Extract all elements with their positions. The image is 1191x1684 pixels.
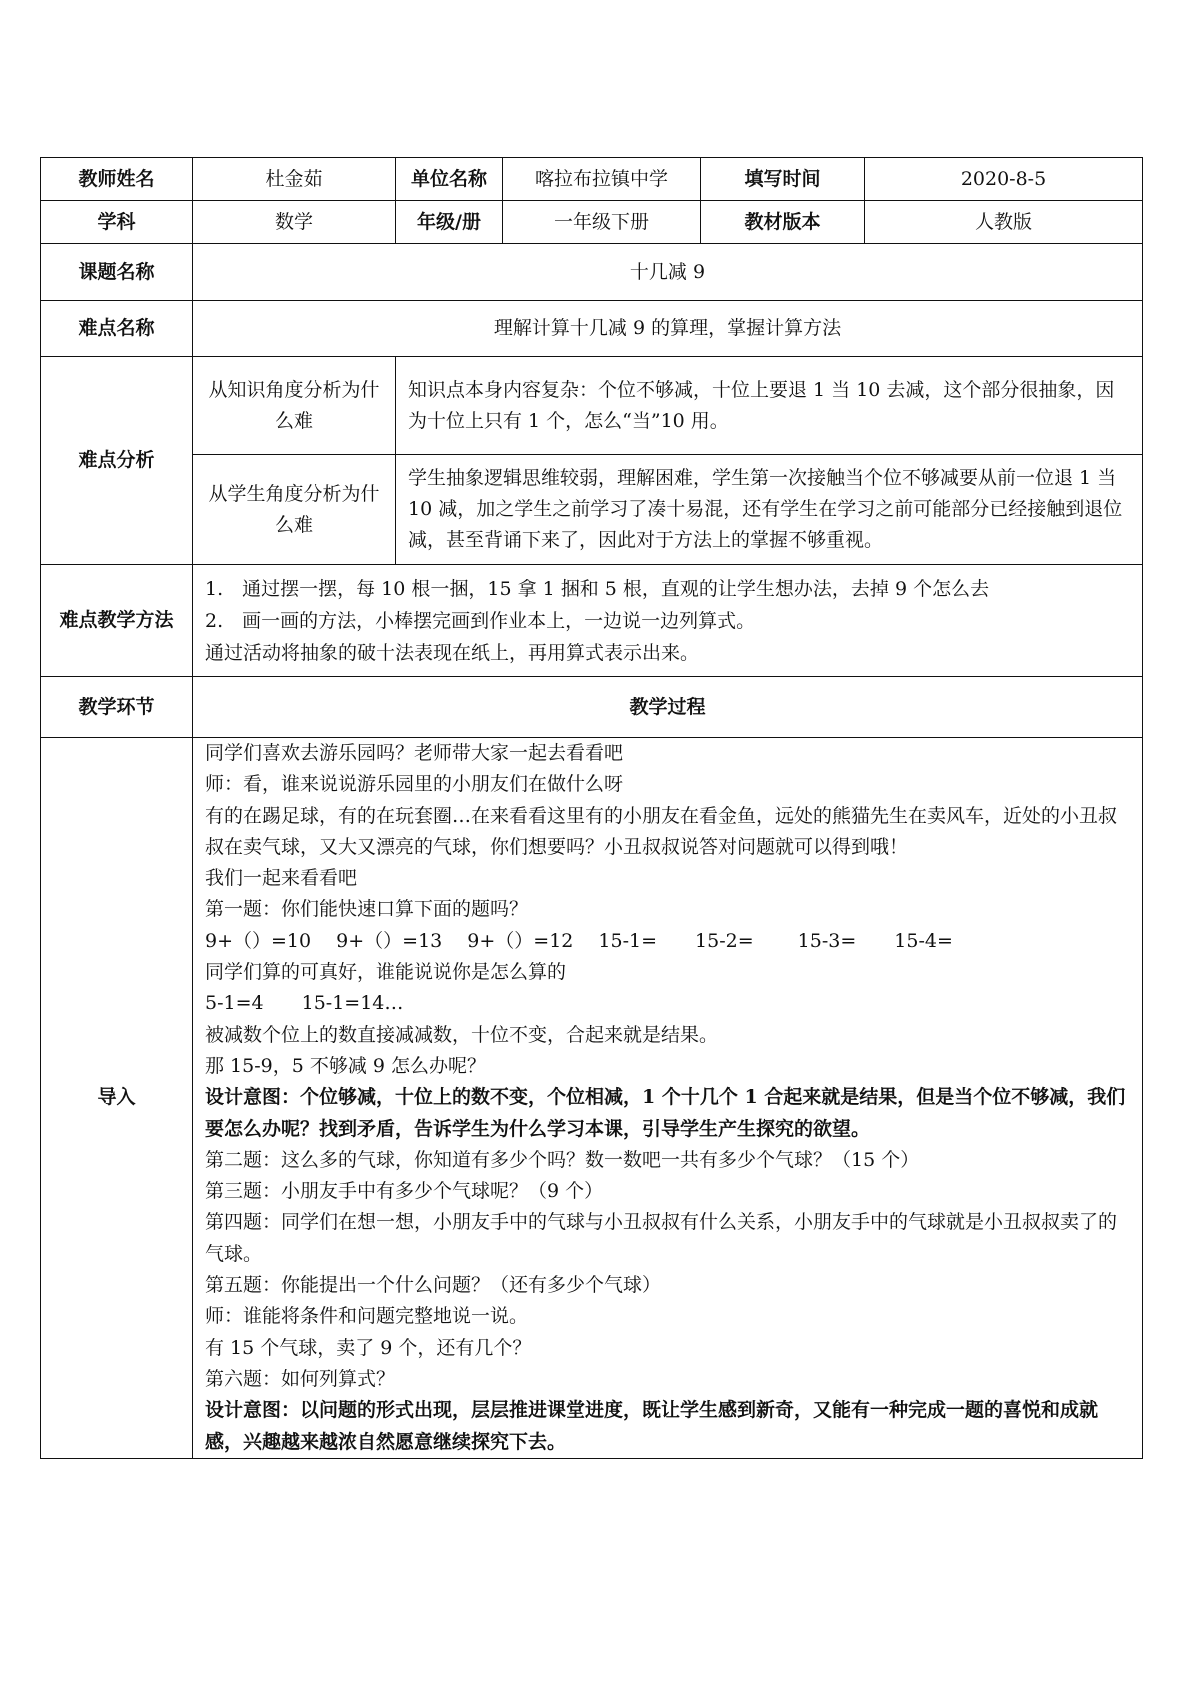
header-row-1 — [41, 158, 1143, 201]
subject-value: 数学 — [193, 201, 396, 244]
topic-row — [41, 244, 1143, 301]
process-line: 第一题：你们能快速口算下面的题吗？ — [205, 898, 529, 921]
teacher-value: 杜金茹 — [193, 158, 396, 201]
unit-label: 单位名称 — [396, 158, 503, 201]
process-header: 教学过程 — [193, 677, 1143, 738]
process-line: 师：看，谁来说说游乐园里的小朋友们在做什么呀 — [205, 773, 624, 796]
date-value: 2020-8-5 — [865, 158, 1143, 201]
process-line: 第五题：你能提出一个什么问题？（还有多少个气球） — [205, 1274, 662, 1297]
intro-process — [193, 738, 1143, 1459]
process-line: 被减数个位上的数直接减减数，十位不变，合起来就是结果。 — [205, 1023, 719, 1046]
unit-value: 喀拉布拉镇中学 — [503, 158, 701, 201]
analysis-knowledge-row — [41, 357, 1143, 455]
process-line: 第六题：如何列算式？ — [205, 1367, 396, 1390]
student-angle-text: 学生抽象逻辑思维较弱，理解困难，学生第一次接触当个位不够减要从前一位退 1 当 10 减，加之学生之前学习了凑十易混，还有学生在学习之前可能部分已经接触到退位减，甚至背诵下来了，因此对于方法上的掌握不够重视。 — [396, 455, 1143, 565]
grade-label: 年级/册 — [396, 201, 503, 244]
analysis-student-row — [41, 455, 1143, 565]
process-line: 同学们算的可真好，谁能说说你是怎么算的 — [205, 961, 567, 984]
difficulty-value: 理解计算十几减 9 的算理，掌握计算方法 — [193, 301, 1143, 357]
process-line: 第三题：小朋友手中有多少个气球呢？（9 个） — [205, 1180, 604, 1203]
difficulty-row — [41, 301, 1143, 357]
date-label: 填写时间 — [701, 158, 865, 201]
process-line: 9+（）=10 9+（）=13 9+（）=12 15-1= 15-2= 15-3= 15-4= — [205, 929, 953, 952]
method-line: 通过活动将抽象的破十法表现在纸上，再用算式表示出来。 — [205, 641, 700, 664]
process-line: 有 15 个气球，卖了 9 个，还有几个？ — [205, 1336, 532, 1359]
stage-header: 教学环节 — [41, 677, 193, 738]
teacher-label: 教师姓名 — [41, 158, 193, 201]
process-line: 师：谁能将条件和问题完整地说一说。 — [205, 1305, 529, 1328]
grade-value: 一年级下册 — [503, 201, 701, 244]
process-line: 那 15-9，5 不够减 9 怎么办呢？ — [205, 1054, 487, 1077]
design-intent: 设计意图：以问题的形式出现，层层推进课堂进度，既让学生感到新奇，又能有一种完成一题的喜悦和成就感，兴趣越来越浓自然愿意继续探究下去。 — [205, 1399, 1099, 1453]
student-angle-label: 从学生角度分析为什么难 — [193, 455, 396, 565]
lesson-plan-table — [40, 157, 1143, 1459]
method-line: 2. 画一画的方法，小棒摆完画到作业本上，一边说一边列算式。 — [205, 609, 756, 632]
method-label: 难点教学方法 — [41, 565, 193, 677]
method-line: 1. 通过摆一摆，每 10 根一捆，15 拿 1 捆和 5 根，直观的让学生想办法，去掉 9 个怎么去 — [205, 577, 990, 600]
edition-label: 教材版本 — [701, 201, 865, 244]
edition-value: 人教版 — [865, 201, 1143, 244]
analysis-label: 难点分析 — [41, 357, 193, 565]
method-row — [41, 565, 1143, 677]
intro-row — [41, 738, 1143, 1459]
method-content — [193, 565, 1143, 677]
process-header-row — [41, 677, 1143, 738]
header-row-2 — [41, 201, 1143, 244]
subject-label: 学科 — [41, 201, 193, 244]
process-line: 第二题：这么多的气球，你知道有多少个吗？数一数吧一共有多少个气球？（15 个） — [205, 1148, 920, 1171]
process-line: 第四题：同学们在想一想，小朋友手中的气球与小丑叔叔有什么关系，小朋友手中的气球就是小丑叔叔卖了的气球。 — [205, 1211, 1118, 1265]
process-line: 同学们喜欢去游乐园吗？老师带大家一起去看看吧 — [205, 742, 624, 764]
topic-label: 课题名称 — [41, 244, 193, 301]
process-line: 5-1=4 15-1=14… — [205, 992, 404, 1015]
process-line: 有的在踢足球，有的在玩套圈…在来看看这里有的小朋友在看金鱼，远处的熊猫先生在卖风车，近处的小丑叔叔在卖气球，又大又漂亮的气球，你们想要吗？小丑叔叔说答对问题就可以得到哦！ — [205, 804, 1118, 858]
knowledge-angle-label: 从知识角度分析为什么难 — [193, 357, 396, 455]
knowledge-angle-text: 知识点本身内容复杂：个位不够减，十位上要退 1 当 10 去减，这个部分很抽象，因为十位上只有 1 个，怎么“当”10 用。 — [396, 357, 1143, 455]
difficulty-label: 难点名称 — [41, 301, 193, 357]
process-line: 我们一起来看看吧 — [205, 867, 358, 890]
topic-value: 十几减 9 — [193, 244, 1143, 301]
design-intent: 设计意图：个位够减，十位上的数不变，个位相减，1 个十几个 1 合起来就是结果，但是当个位不够减，我们要怎么办呢？找到矛盾，告诉学生为什么学习本课，引导学生产生探究的欲望。 — [205, 1086, 1126, 1140]
intro-label: 导入 — [41, 738, 193, 1459]
